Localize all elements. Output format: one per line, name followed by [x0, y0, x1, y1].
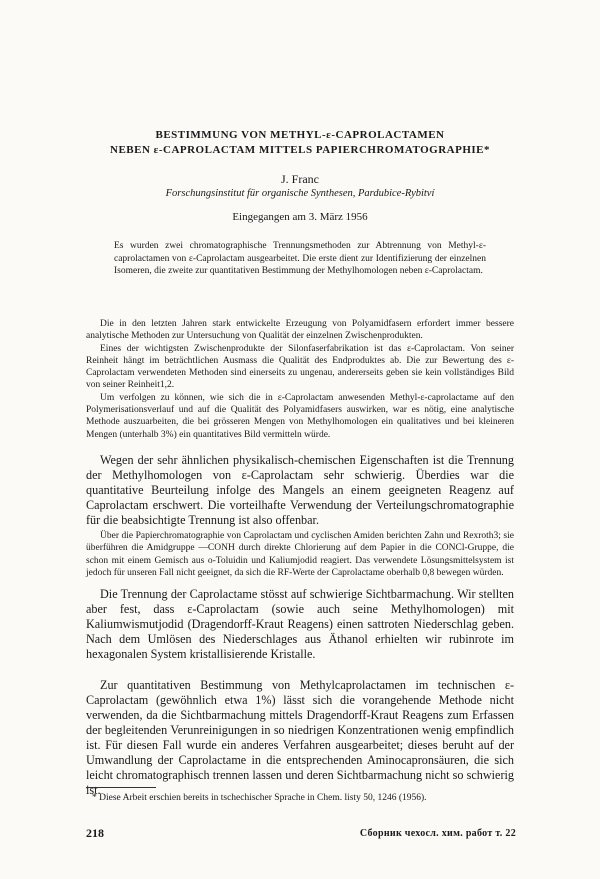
page-number: 218 — [86, 826, 104, 840]
received-date: Eingegangen am 3. März 1956 — [232, 211, 368, 223]
intro-paragraph-3: Um verfolgen zu können, wie sich die in ε-Caprolactam anwesenden Methyl-ε-caprolactame auf den Polymerisationsverlauf und auf die Qualität des Polyamidfasers auswirken, war es nötig, eine analytische Methode auszuarbeiten, die bei grösseren Mengen von Methylhomologen ein qualitatives und bei kleineren Mengen (unterhalb 3%) ein quantitatives Bild vermitteln würde. — [86, 392, 514, 440]
footnote-divider — [86, 787, 156, 788]
small-paragraph-2: Über die Papierchromatographie von Caprolactam und cyclischen Amiden berichten Zahn und Rexroth3; sie überführen die Amidgruppe —CONH durch direkte Chlorierung auf dem Papier in die CONCl-Gruppe, die schon mit einem Gemisch aus o-Toluidin und Kaliumjodid reagiert. Das verwendete Lösungsmittelsystem ist jedoch für unseren Fall nicht geeignet, da sich die RF-Werte der Caprolactame oberhalb 0,8 bewegen würden. — [86, 531, 514, 578]
body-paragraph-1: Wegen der sehr ähnlichen physikalisch-chemischen Eigenschaften ist die Trennung der Methylhomologen von ε-Caprolactam sehr schwierig. Überdies war die quantitative Beurteilung infolge des Mangels an einem geeigneten Reagenz auf Caprolactam erschwert. Die vorteilhafte Verwendung der Verteilungschromatographie für die beabsichtigte Trennung ist also offenbar. — [86, 453, 514, 527]
intro-paragraph-1: Die in den letzten Jahren stark entwickelte Erzeugung von Polyamidfasern erfordert immer bessere analytische Methoden zur Untersuchung von Qualität der einzelnen Zwischenprodukten. — [86, 319, 514, 342]
intro-section — [86, 318, 514, 441]
body-paragraph-3: Zur quantitativen Bestimmung von Methylcaprolactamen im technischen ε-Caprolactam (gewöhnlich etwa 1%) lässt sich die vorangehende Methode nicht verwenden, da die Sichtbarmachung mittels Dragendorff-Kraut Reagens zum Erfassen der begleitenden Verunreinigungen in so niedrigen Konzentrationen wenig empfindlich ist. Für diesen Fall wurde ein anderes Verfahren ausgearbeitet; dieses beruht auf der Umwandlung der Caprolactame in die entsprechenden Aminocapronsäuren, die sich leicht chromatographisch trennen lassen und deren Sichtbarmachung nicht so schwierig ist. — [86, 678, 514, 797]
journal-footer: Сборник чехосл. хим. работ т. 22 — [359, 828, 516, 839]
body-section-3 — [86, 678, 514, 798]
body-section-2 — [86, 587, 514, 662]
abstract: Es wurden zwei chromatographische Trennungsmethoden zur Abtrennung von Methyl-ε-caprolactamen von ε-Caprolactam ausgearbeitet. Die erste dient zur Identifizierung der einzelnen Isomeren, die zweite zur quantitativen Bestimmung der Methylhomologen neben ε-Caprolactam. — [114, 241, 486, 276]
footnote: * Diese Arbeit erschien bereits in tschechischer Sprache in Chem. listy 50, 1246 (1956). — [92, 793, 427, 803]
intro-paragraph-2: Eines der wichtigsten Zwischenprodukte der Silonfaserfabrikation ist das ε-Caprolactam. Von seiner Reinheit hängt im beträchtlichen Ausmass die Qualität des Endproduktes ab. Die zur Bewertung des ε-Caprolactam verwendeten Methoden sind einerseits zu ungenau, andererseits geben sie kein vollständiges Bild von seiner Reinheit1,2. — [86, 343, 514, 391]
author: J. Franc — [281, 172, 319, 186]
affiliation: Forschungsinstitut für organische Synthesen, Pardubice-Rybitví — [165, 188, 435, 199]
body-paragraph-2: Die Trennung der Caprolactame stösst auf schwierige Sichtbarmachung. Wir stellten aber fest, dass ε-Caprolactam (sowie auch seine Methylhomologen) mit Kaliumwismutjodid (Dragendorff-Kraut Reagens) einen sattroten Niederschlag geben. Nach dem Umlösen des Niederschlages aus Äthanol erhielten wir rubinrote im hexagonalen System kristallisierende Kristalle. — [86, 587, 514, 661]
body-section-1 — [86, 453, 514, 528]
small-section-2 — [86, 530, 514, 579]
title-line-2: NEBEN ε-CAPROLACTAM MITTELS PAPIERCHROMATOGRAPHIE* — [110, 144, 490, 156]
title-line-1: BESTIMMUNG VON METHYL-ε-CAPROLACTAMEN — [155, 129, 445, 141]
